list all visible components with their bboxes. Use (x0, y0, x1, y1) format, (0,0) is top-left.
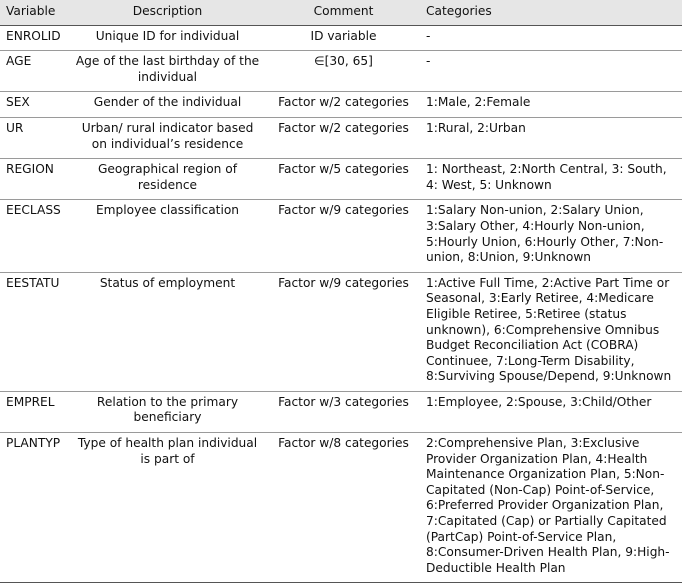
table-row (0, 92, 682, 118)
cell-comment: ID variable (265, 25, 422, 51)
cell-description: Gender of the individual (70, 92, 265, 118)
header-categories: Categories (422, 0, 682, 25)
cell-description: Urban/ rural indicator based on individual’s residence (70, 117, 265, 158)
cell-categories: 2:Comprehensive Plan, 3:Exclusive Provider Organization Plan, 4:Health Maintenance Organization Plan, 5:Non-Capitated (Non-Cap) Point-of-Service, 6:Preferred Provider Organization Plan, 7:Capitated (Cap) or Partially Capitated (PartCap) Point-of-Service Plan, 8:Consumer-Driven Health Plan, 9:High-Deductible Health Plan (422, 433, 682, 583)
cell-categories: - (422, 51, 682, 92)
cell-comment: Factor w/9 categories (265, 200, 422, 272)
cell-variable: SEX (0, 92, 70, 118)
cell-comment: Factor w/5 categories (265, 159, 422, 200)
table-row (0, 391, 682, 432)
cell-variable: ENROLID (0, 25, 70, 51)
table-row (0, 51, 682, 92)
cell-description: Age of the last birthday of the individual (70, 51, 265, 92)
cell-categories: 1: Northeast, 2:North Central, 3: South, 4: West, 5: Unknown (422, 159, 682, 200)
cell-categories: - (422, 25, 682, 51)
table-row (0, 159, 682, 200)
cell-variable: UR (0, 117, 70, 158)
table-row (0, 272, 682, 391)
cell-variable: AGE (0, 51, 70, 92)
cell-comment: Factor w/8 categories (265, 433, 422, 583)
cell-variable: EMPREL (0, 391, 70, 432)
header-description: Description (70, 0, 265, 25)
cell-categories: 1:Rural, 2:Urban (422, 117, 682, 158)
header-comment: Comment (265, 0, 422, 25)
table-row (0, 117, 682, 158)
cell-variable: REGION (0, 159, 70, 200)
cell-description: Unique ID for individual (70, 25, 265, 51)
cell-categories: 1:Active Full Time, 2:Active Part Time or Seasonal, 3:Early Retiree, 4:Medicare Eligible Retiree, 5:Retiree (status unknown), 6:Comprehensive Omnibus Budget Reconciliation Act (COBRA) Continuee, 7:Long-Term Disability, 8:Surviving Spouse/Depend, 9:Unknown (422, 272, 682, 391)
table-row (0, 433, 682, 583)
cell-description: Status of employment (70, 272, 265, 391)
cell-categories: 1:Salary Non-union, 2:Salary Union, 3:Salary Other, 4:Hourly Non-union, 5:Hourly Union, 6:Hourly Other, 7:Non-union, 8:Union, 9:Unknown (422, 200, 682, 272)
table-header-row (0, 0, 682, 25)
cell-description: Employee classification (70, 200, 265, 272)
cell-comment: Factor w/2 categories (265, 92, 422, 118)
table-row (0, 200, 682, 272)
cell-description: Geographical region of residence (70, 159, 265, 200)
cell-variable: PLANTYP (0, 433, 70, 583)
cell-comment: Factor w/2 categories (265, 117, 422, 158)
header-variable: Variable (0, 0, 70, 25)
table-row (0, 25, 682, 51)
cell-variable: EESTATU (0, 272, 70, 391)
cell-description: Relation to the primary beneficiary (70, 391, 265, 432)
cell-categories: 1:Male, 2:Female (422, 92, 682, 118)
cell-comment: ∈[30, 65] (265, 51, 422, 92)
cell-description: Type of health plan individual is part of (70, 433, 265, 583)
cell-variable: EECLASS (0, 200, 70, 272)
cell-comment: Factor w/9 categories (265, 272, 422, 391)
cell-categories: 1:Employee, 2:Spouse, 3:Child/Other (422, 391, 682, 432)
cell-comment: Factor w/3 categories (265, 391, 422, 432)
